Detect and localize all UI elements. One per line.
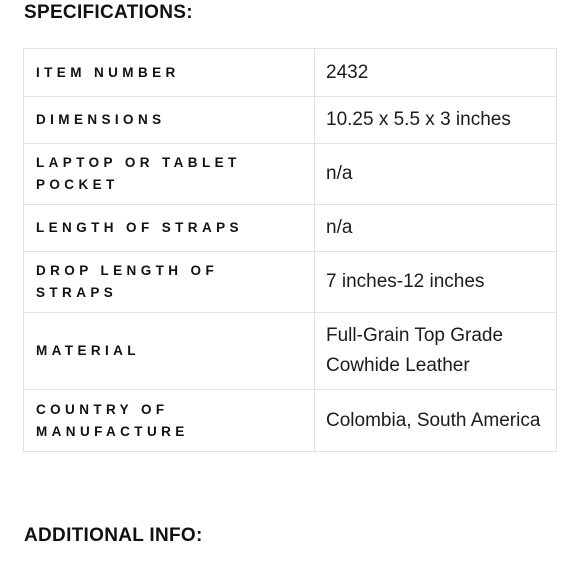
spec-value: 7 inches-12 inches	[315, 252, 557, 313]
spec-label: COUNTRY OF MANUFACTURE	[24, 390, 315, 452]
additional-info-heading: ADDITIONAL INFO:	[24, 525, 203, 546]
table-row-laptop-pocket	[24, 144, 557, 205]
spec-value: 10.25 x 5.5 x 3 inches	[315, 97, 557, 144]
spec-label: DIMENSIONS	[24, 97, 315, 144]
spec-label: MATERIAL	[24, 313, 315, 390]
spec-label: ITEM NUMBER	[24, 49, 315, 97]
spec-value: n/a	[315, 144, 557, 205]
spec-value: Colombia, South America	[315, 390, 557, 452]
table-row-country	[24, 390, 557, 452]
table-row-length-of-straps	[24, 205, 557, 252]
spec-label: LENGTH OF STRAPS	[24, 205, 315, 252]
table-row-dimensions	[24, 97, 557, 144]
spec-label: DROP LENGTH OF STRAPS	[24, 252, 315, 313]
spec-label: LAPTOP OR TABLET POCKET	[24, 144, 315, 205]
table-row-drop-length	[24, 252, 557, 313]
table-row-item-number	[24, 49, 557, 97]
spec-value: 2432	[315, 49, 557, 97]
spec-value: n/a	[315, 205, 557, 252]
specifications-heading: SPECIFICATIONS:	[24, 2, 193, 23]
table-row-material	[24, 313, 557, 390]
spec-value: Full-Grain Top Grade Cowhide Leather	[315, 313, 557, 390]
specifications-table	[23, 48, 557, 452]
